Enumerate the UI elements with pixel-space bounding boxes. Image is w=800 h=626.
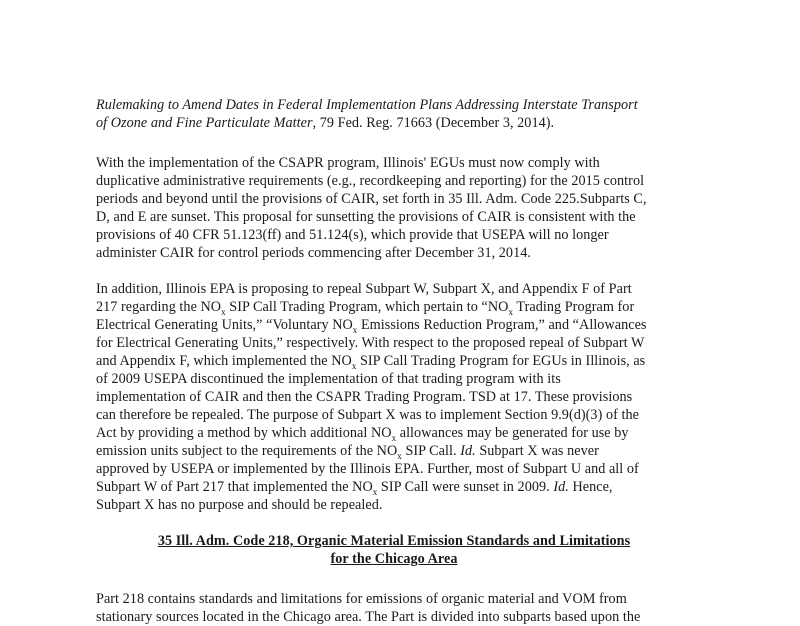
text-line: Electrical Generating Units,” “Voluntary NO (96, 317, 353, 333)
text-line: for Electrical Generating Units,” respectively. With respect to the proposed repeal of Subpart W (96, 335, 645, 351)
section-heading: 35 Ill. Adm. Code 218, Organic Material Emission Standards and Limitations for the Chicago Area (157, 533, 631, 567)
text-line: Subpart W of Part 217 that implemented the NO (96, 479, 373, 495)
text-line: Subpart X has no purpose and should be repealed. (96, 497, 383, 513)
text-line: SIP Call Trading Program, which pertain to “NO (225, 299, 509, 315)
rulemaking-citation (96, 96, 692, 132)
text-line: Trading Program for (513, 299, 635, 315)
subscript-x: x (397, 450, 402, 461)
text-line: Hence, (568, 479, 613, 495)
citation-title: Rulemaking to Amend Dates in Federal Implementation Plans Addressing Interstate Transport of Ozone and Fine Particulate Matter (96, 97, 638, 131)
subscript-x: x (221, 306, 226, 317)
text-line: Subpart X was never (475, 443, 599, 459)
id-citation: Id. (553, 479, 569, 495)
subscript-x: x (351, 360, 357, 371)
text-line: 217 regarding the NO (96, 299, 222, 315)
text-line: allowances may be generated for use by (396, 425, 629, 441)
subscript-x: x (391, 432, 397, 443)
paragraph-repeal (96, 280, 692, 514)
text-line: approved by USEPA or implemented by the Illinois EPA. Further, most of Subpart U and all of (96, 461, 639, 477)
subscript-x: x (372, 486, 378, 497)
text-line: SIP Call were sunset in 2009. (377, 479, 554, 495)
subscript-x: x (508, 306, 514, 317)
text-line: emission units subject to the requirements of the NO (96, 443, 398, 459)
text-line: In addition, Illinois EPA is proposing to repeal Subpart W, Subpart X, and Appendix F of Part (96, 281, 632, 297)
text-line: Emissions Reduction Program,” and “Allowances (357, 317, 647, 333)
text-line: can therefore be repealed. The purpose of Subpart X was to implement Section 9.9(d)(3) of the (96, 407, 639, 423)
id-citation: Id. (460, 443, 476, 459)
text-line: Act by providing a method by which additional NO (96, 425, 392, 441)
text-line: implementation of CAIR and then the CSAPR Trading Program. TSD at 17. These provisions (96, 389, 633, 405)
text-line: of 2009 USEPA discontinued the implementation of that trading program with its (96, 371, 561, 387)
text-line: and Appendix F, which implemented the NO (96, 353, 352, 369)
text-line: SIP Call. (401, 443, 461, 459)
paragraph-part-218: Part 218 contains standards and limitations for emissions of organic material and VOM from stationary sources located in the Chicago area. The Part is divided into subparts based upon the (96, 591, 641, 625)
subscript-x: x (352, 324, 358, 335)
paragraph-csapr: With the implementation of the CSAPR program, Illinois' EGUs must now comply with duplicative administrative requirements (e.g., recordkeeping and reporting) for the 2015 control periods and beyond until the provisions of CAIR, set forth in 35 Ill. Adm. Code 225.Subparts C, D, and E are sunset. This proposal for sunsetting the provisions of CAIR is consistent with the provisions of 40 CFR 51.123(ff) and 51.124(s), which provide that USEPA will no longer administer CAIR for control periods commencing after December 31, 2014. (96, 155, 647, 261)
text-line: SIP Call Trading Program for EGUs in Illinois, as (356, 353, 646, 369)
citation-reference: , 79 Fed. Reg. 71663 (December 3, 2014). (312, 115, 555, 131)
